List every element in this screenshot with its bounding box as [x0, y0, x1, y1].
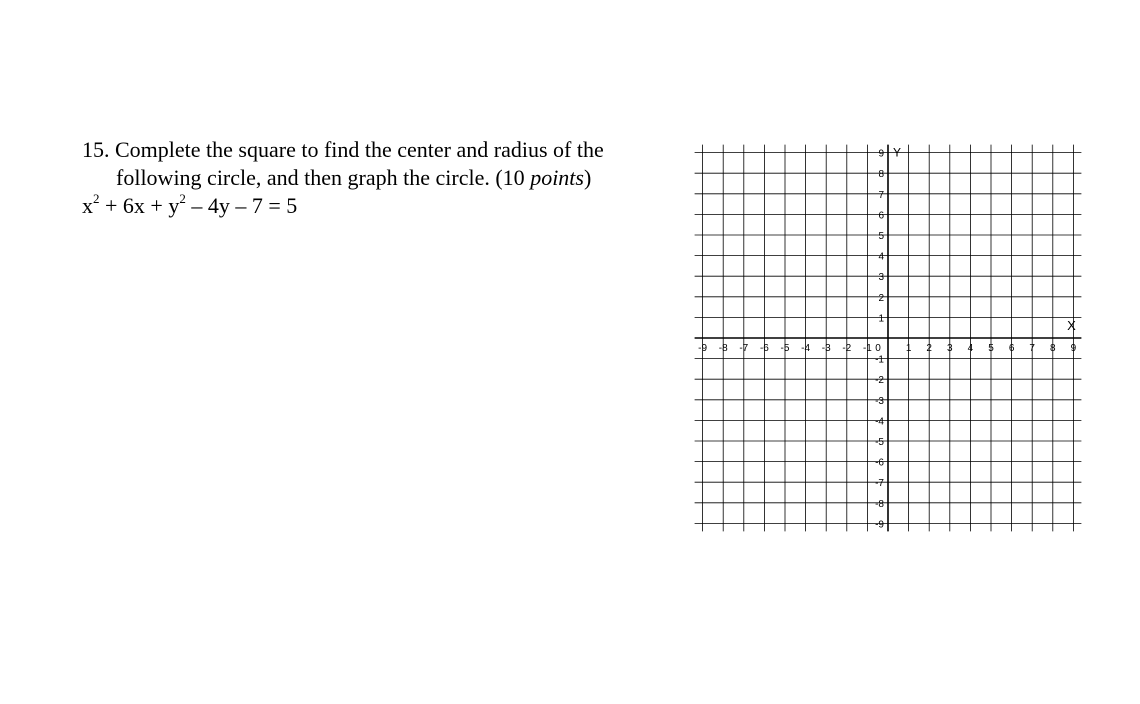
x-tick-label: -1 — [862, 343, 872, 354]
x-tick-label: 9 — [1070, 343, 1077, 354]
equation-exponent-1: 2 — [93, 190, 100, 206]
y-tick-label: 1 — [878, 313, 884, 325]
x-tick-label: 3 — [947, 343, 953, 354]
y-tick-label: 5 — [878, 231, 884, 242]
y-tick-label: 3 — [878, 272, 884, 284]
y-tick-label: -2 — [875, 375, 884, 387]
y-axis-label: Y — [892, 145, 902, 160]
y-tick-label: 8 — [878, 169, 884, 181]
y-tick-label: -8 — [875, 498, 884, 510]
x-tick-label: -5 — [780, 343, 790, 354]
x-tick-label: -3 — [821, 343, 831, 354]
equation-rest: – 4y – 7 = 5 — [185, 193, 298, 218]
x-tick-label: 2 — [926, 343, 932, 354]
x-tick-label: 0 — [875, 343, 881, 354]
y-tick-label: 2 — [878, 292, 884, 304]
problem-number: 15. — [82, 137, 110, 162]
y-tick-label: -3 — [875, 395, 884, 407]
points-word: points — [530, 165, 584, 190]
equation-exponent-2: 2 — [179, 190, 186, 206]
coordinate-grid[interactable] — [690, 134, 1090, 534]
y-tick-label: -1 — [875, 354, 884, 366]
x-tick-label: 6 — [1008, 343, 1015, 354]
equation-middle: + 6x + y — [99, 193, 180, 218]
y-tick-label: 9 — [878, 148, 884, 160]
circle-equation — [82, 192, 662, 220]
x-axis-label: X — [1067, 318, 1076, 333]
x-tick-label: 8 — [1050, 343, 1056, 354]
x-tick-label: -2 — [842, 343, 852, 354]
y-tick-label: -4 — [875, 416, 884, 428]
problem-text-line-1: Complete the square to find the center and radius of the — [115, 137, 604, 162]
problem-text-line-2: following circle, and then graph the circle. (10 — [116, 165, 531, 190]
problem-line-2 — [82, 164, 662, 192]
problem-15 — [82, 136, 662, 220]
x-tick-label: 1 — [905, 343, 912, 354]
y-tick-label: 6 — [878, 210, 884, 222]
x-tick-label: -8 — [718, 343, 728, 354]
x-tick-label: 4 — [967, 343, 974, 354]
y-tick-label: -9 — [875, 519, 884, 531]
x-tick-label: -9 — [698, 343, 708, 354]
x-tick-label: 5 — [988, 343, 994, 354]
x-tick-label: -6 — [759, 343, 769, 354]
y-tick-label: 4 — [878, 251, 884, 263]
y-tick-label: -5 — [875, 437, 884, 448]
x-tick-label: -7 — [739, 343, 749, 354]
y-tick-label: 7 — [878, 189, 884, 201]
problem-line-1 — [82, 136, 662, 164]
y-tick-label: -6 — [875, 457, 884, 469]
y-tick-label: -7 — [875, 478, 884, 490]
equation-x: x — [82, 193, 93, 218]
x-tick-label: -4 — [801, 343, 811, 354]
x-tick-label: 7 — [1029, 343, 1035, 354]
points-close-paren: ) — [583, 165, 592, 190]
